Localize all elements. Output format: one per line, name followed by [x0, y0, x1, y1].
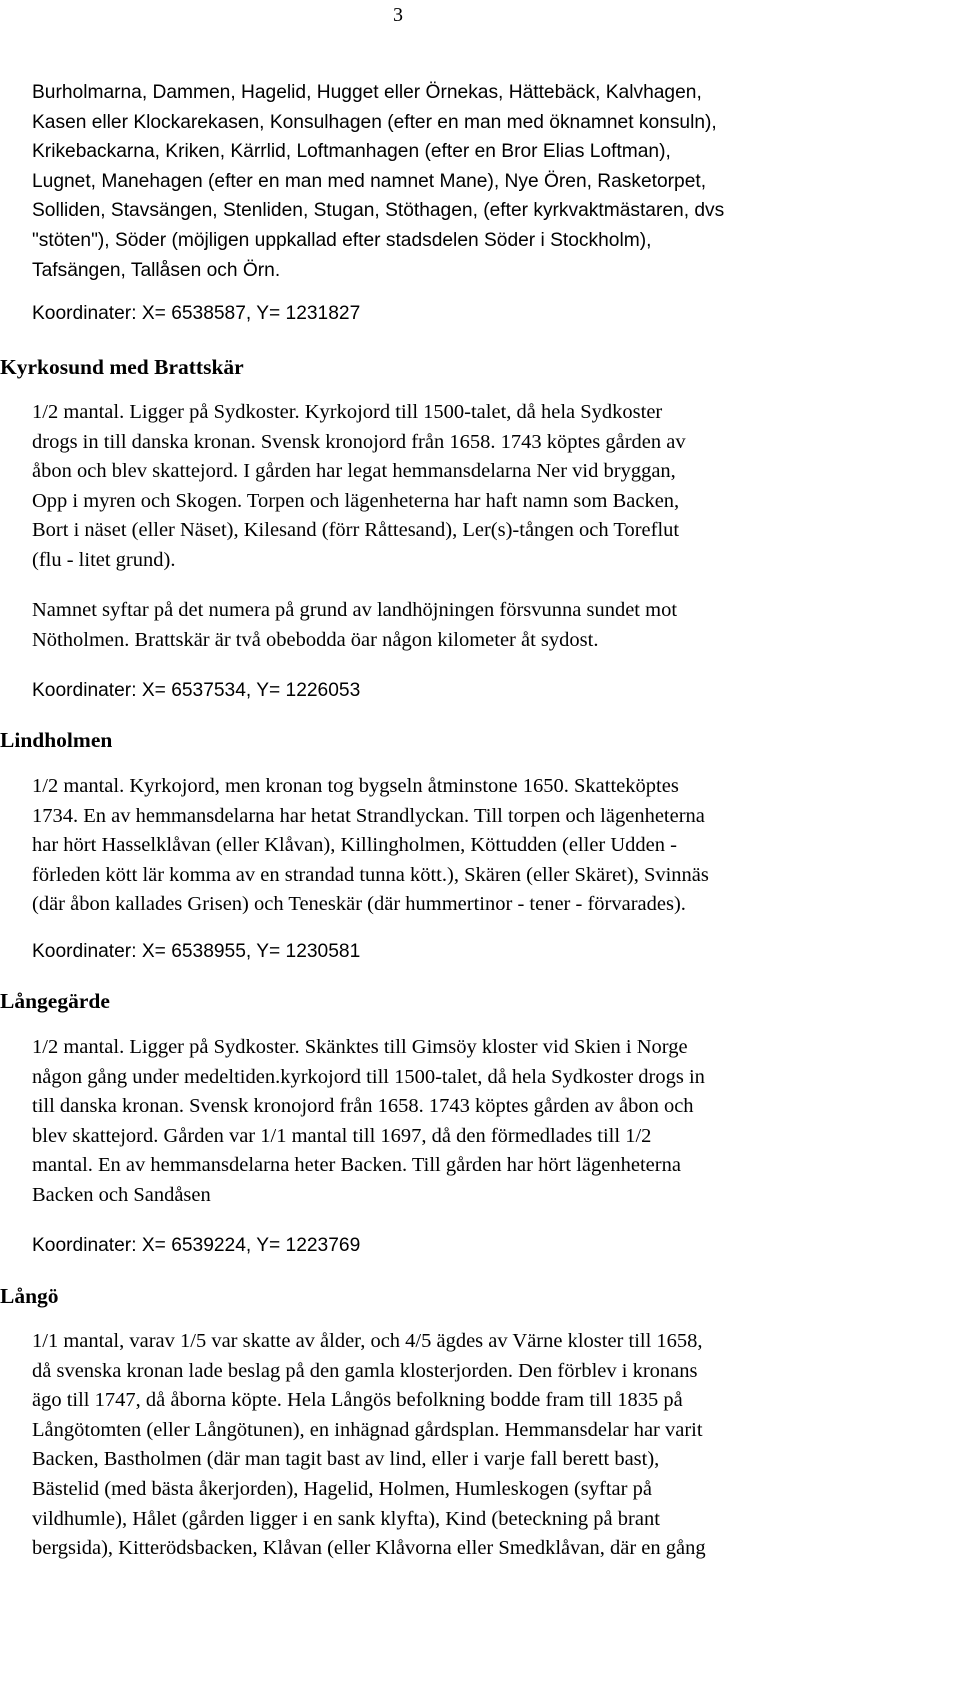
intro-paragraph [32, 78, 724, 285]
text-line: Lugnet, Manehagen (efter en man med namnet Mane), Nye Ören, Rasketorpet, [32, 170, 707, 192]
text-line: Långötomten (eller Långötunen), en inhägnad gårdsplan. Hemmansdelar har varit [32, 1418, 703, 1441]
text-line: någon gång under medeltiden.kyrkojord till 1500-talet, då hela Sydkoster drogs in [32, 1065, 705, 1088]
text-line: har hört Hasselklåvan (eller Klåvan), Killingholmen, Köttudden (eller Udden - [32, 834, 677, 857]
section-paragraph [32, 596, 677, 655]
text-line: Tafsängen, Tallåsen och Örn. [32, 259, 281, 281]
text-line: Krikebackarna, Kriken, Kärrlid, Loftmanhagen (efter en Bror Elias Loftman), [32, 141, 671, 163]
section-heading: Långö [0, 1284, 59, 1308]
section-heading: Lindholmen [0, 728, 113, 752]
text-line: vildhumle), Hålet (gården ligger i en sank klyfta), Kind (beteckning på brant [32, 1507, 660, 1530]
text-line: blev skattejord. Gården var 1/1 mantal till 1697, då den förmedlades till 1/2 [32, 1124, 652, 1147]
text-line: då svenska kronan lade beslag på den gamla klosterjorden. Den förblev i kronans [32, 1359, 698, 1382]
text-line: bergsida), Kitterödsbacken, Klåvan (eller Klåvorna eller Smedklåvan, där en gång [32, 1537, 706, 1560]
text-line: mantal. En av hemmansdelarna heter Backen. Till gården har hört lägenheterna [32, 1154, 681, 1177]
coordinates: Koordinater: X= 6538955, Y= 1230581 [32, 941, 361, 962]
text-line: ägo till 1747, då åborna köpte. Hela Långös befolkning bodde fram till 1835 på [32, 1389, 683, 1412]
section-paragraph [32, 398, 686, 576]
section-paragraph [32, 772, 709, 920]
page-number: 3 [393, 4, 403, 26]
coordinates: Koordinater: X= 6537534, Y= 1226053 [32, 680, 361, 701]
text-line: Opp i myren och Skogen. Torpen och lägenheterna har haft namn som Backen, [32, 489, 680, 512]
section-paragraph [32, 1327, 706, 1564]
section-paragraph [32, 1033, 705, 1211]
text-line: förleden kött lär komma av en strandad tunna kött.), Skären (eller Skäret), Svinnäs [32, 863, 709, 886]
text-line: (flu - litet grund). [32, 548, 176, 571]
text-line: (där åbon kallades Grisen) och Teneskär (där hummertinor - tener - förvarades). [32, 893, 686, 916]
text-line: 1/2 mantal. Ligger på Sydkoster. Skänktes till Gimsöy kloster vid Skien i Norge [32, 1036, 688, 1058]
text-line: Backen, Bastholmen (där man tagit bast av lind, eller i varje fall berett bast), [32, 1448, 660, 1471]
text-line: 1/1 mantal, varav 1/5 var skatte av ålder, och 4/5 ägdes av Värne kloster till 1658, [32, 1330, 703, 1352]
text-line: Solliden, Stavsängen, Stenliden, Stugan, Stöthagen, (efter kyrkvaktmästaren, dvs [32, 200, 725, 222]
coordinates: Koordinater: X= 6539224, Y= 1223769 [32, 1235, 361, 1256]
text-line: till danska kronan. Svensk kronojord från 1658. 1743 köptes gården av åbon och [32, 1095, 694, 1118]
text-line: Namnet syftar på det numera på grund av landhöjningen försvunna sundet mot [32, 599, 678, 621]
text-line: åbon och blev skattejord. I gården har legat hemmansdelarna Ner vid bryggan, [32, 460, 676, 483]
text-line: Bästelid (med bästa åkerjorden), Hagelid, Holmen, Humleskogen (syftar på [32, 1477, 652, 1500]
text-line: Kasen eller Klockarekasen, Konsulhagen (efter en man med öknamnet konsuln), [32, 111, 717, 133]
coordinates: Koordinater: X= 6538587, Y= 1231827 [32, 303, 361, 324]
text-line: Bort i näset (eller Näset), Kilesand (förr Råttesand), Ler(s)-tången och Toreflut [32, 519, 680, 542]
text-line: 1734. En av hemmansdelarna har hetat Strandlyckan. Till torpen och lägenheterna [32, 804, 705, 827]
text-line: Backen och Sandåsen [32, 1183, 211, 1206]
text-line: Nötholmen. Brattskär är två obebodda öar någon kilometer åt sydost. [32, 628, 599, 651]
text-line: Burholmarna, Dammen, Hagelid, Hugget eller Örnekas, Hättebäck, Kalvhagen, [32, 82, 702, 103]
section-heading: Långegärde [0, 989, 110, 1013]
text-line: 1/2 mantal. Ligger på Sydkoster. Kyrkojord till 1500-talet, då hela Sydkoster [32, 401, 663, 423]
text-line: drogs in till danska kronan. Svensk kronojord från 1658. 1743 köptes gården av [32, 430, 686, 453]
text-line: "stöten"), Söder (möjligen uppkallad efter stadsdelen Söder i Stockholm), [32, 229, 652, 251]
text-line: 1/2 mantal. Kyrkojord, men kronan tog bygseln åtminstone 1650. Skatteköptes [32, 775, 679, 797]
section-heading: Kyrkosund med Brattskär [0, 355, 244, 379]
